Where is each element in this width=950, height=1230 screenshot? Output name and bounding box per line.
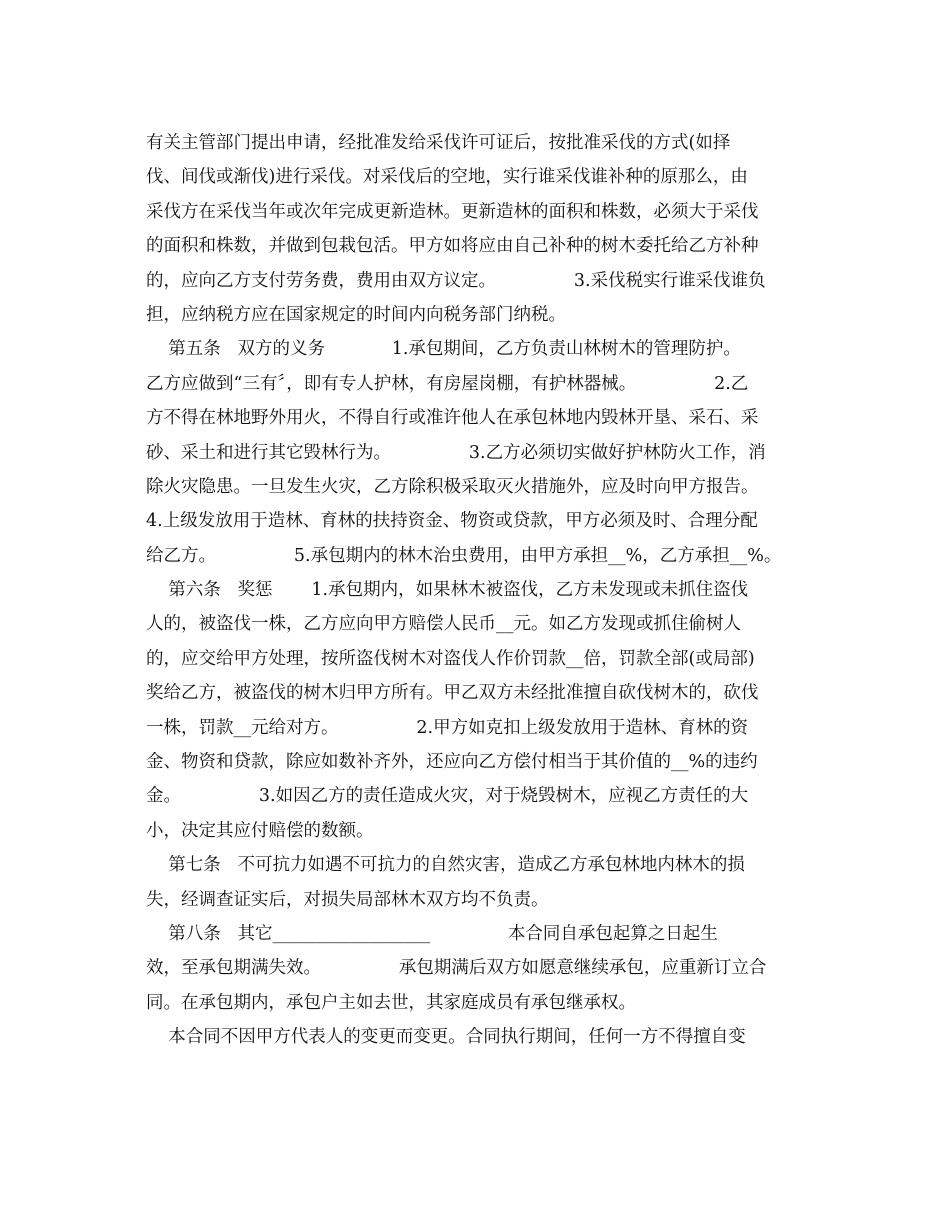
text-line: 第六条 奖惩 1.承包期内，如果林木被盗伐，乙方未发现或未抓住盗伐 [146, 580, 749, 601]
text-line: 的，应向乙方支付劳务费，费用由双方议定。 3.采伐税实行谁采伐谁负 [146, 270, 766, 291]
text-line: 4.上级发放用于造林、育林的扶持资金、物资或贷款，甲方必须及时、合理分配 [146, 511, 758, 532]
text-line: 除火灾隐患。一旦发生火灾，乙方除积极采取灭火措施外，应及时向甲方报告。 [146, 476, 759, 497]
text-line: 奖给乙方，被盗伐的树木归甲方所有。甲乙双方未经批准擅自砍伐树木的，砍伐 [146, 683, 759, 704]
text-line: 本合同不因甲方代表人的变更而变更。合同执行期间，任何一方不得擅自变 [146, 1027, 746, 1048]
text-line: 人的，被盗伐一株，乙方应向甲方赔偿人民币__元。如乙方发现或抓住偷树人 [146, 614, 741, 635]
text-line: 失，经调查证实后，对损失局部林木双方均不负责。 [146, 889, 549, 910]
text-line: 金。 3.如因乙方的责任造成火灾，对于烧毁树木，应视乙方责任的大 [146, 786, 749, 807]
text-line: 效，至承包期满失效。 承包期满后双方如愿意继续承包，应重新订立合 [146, 958, 767, 979]
text-line: 采伐方在采伐当年或次年完成更新造林。更新造林的面积和株数，必须大于采伐 [146, 201, 759, 222]
text-line: 方不得在林地野外用火，不得自行或准许他人在承包林地内毁林开垦、采石、采 [146, 408, 759, 429]
text-line: 小，决定其应付赔偿的数额。 [146, 820, 374, 841]
text-line: 第七条 不可抗力如遇不可抗力的自然灾害，造成乙方承包林地内林木的损 [146, 855, 745, 876]
text-line: 同。在承包期内，承包户主如去世，其家庭成员有承包继承权。 [146, 992, 636, 1013]
text-line: 金、物资和贷款，除应如数补齐外，还应向乙方偿付相当于其价值的__%的违约 [146, 752, 758, 773]
text-line: 砂、采土和进行其它毁林行为。 3.乙方必须切实做好护林防火工作，消 [146, 442, 766, 463]
text-line: 第八条 其它__________________ 本合同自承包起算之日起生 [146, 923, 718, 944]
text-line: 第五条 双方的义务 1.承包期间，乙方负责山林树木的管理防护。 [146, 339, 741, 360]
document-body [146, 126, 806, 1055]
text-line: 乙方应做到“三有〞，即有专人护林，有房屋岗棚，有护林器械。 2.乙 [146, 373, 749, 394]
text-line: 担，应纳税方应在国家规定的时间内向税务部门纳税。 [146, 304, 566, 325]
text-line: 的面积和株数，并做到包栽包活。甲方如将应由自己补种的树木委托给乙方补种 [146, 236, 759, 257]
text-line: 一株，罚款__元给对方。 2.甲方如克扣上级发放用于造林、育林的资 [146, 717, 749, 738]
text-line: 给乙方。 5.承包期内的林木治虫费用，由甲方承担__%，乙方承担__%。 [146, 545, 782, 566]
text-line: 伐、间伐或渐伐)进行采伐。对采伐后的空地，实行谁采伐谁补种的原那么，由 [146, 167, 748, 188]
text-line: 有关主管部门提出申请，经批准发给采伐许可证后，按批准采伐的方式(如择 [146, 133, 731, 153]
text-line: 的，应交给甲方处理，按所盗伐树木对盗伐人作价罚款__倍，罚款全部(或局部) [146, 648, 755, 669]
